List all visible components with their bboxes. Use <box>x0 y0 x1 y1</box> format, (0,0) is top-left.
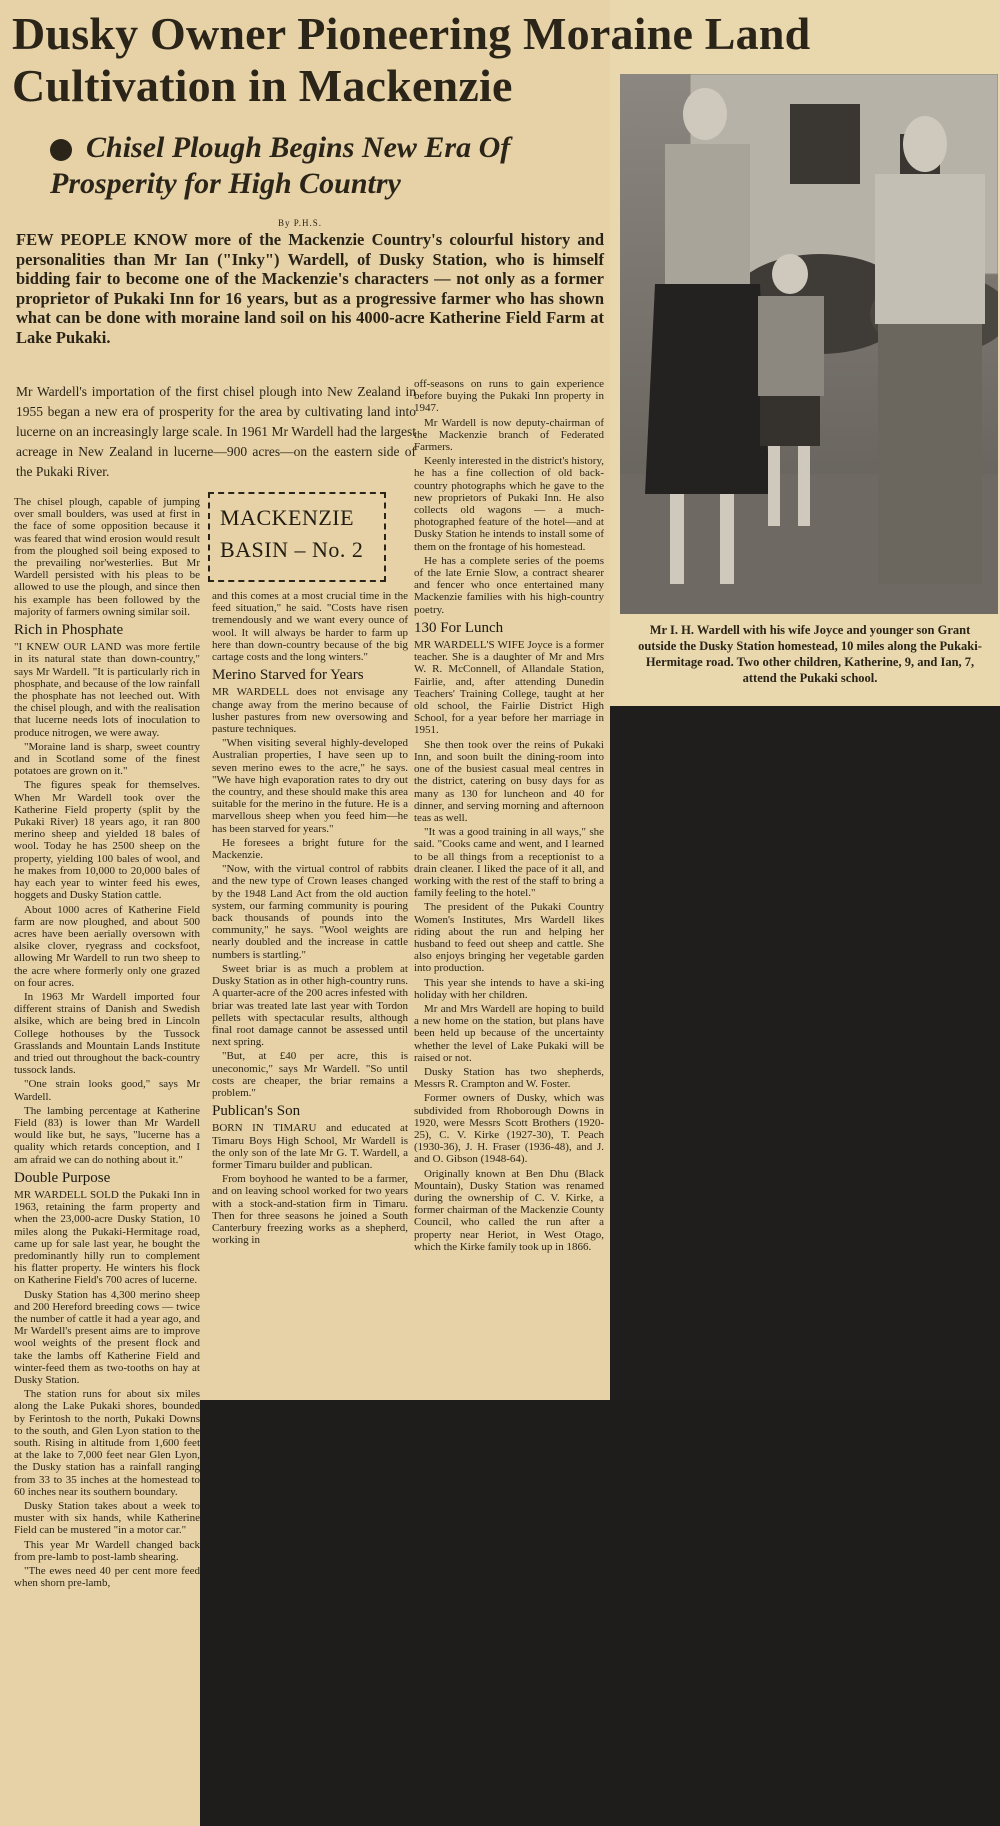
background-dark-lower <box>200 1400 1000 1826</box>
paragraph: Sweet briar is as much a problem at Dusky Station as in other high-country runs. A quarter-acre of the 200 acres infested with briar was treated late last year with Tordon pellets with spectacular results, although final root damage cannot be assessed until next spring. <box>212 962 408 1049</box>
column-3 <box>414 378 604 1255</box>
paragraph: "When visiting several highly-developed Australian properties, I have seen up to seven merino ewes to the acre," he says. "We have high evaporation rates to dry out the country, and these should make this area suitable for the merino in the future. He is a marvellous sheep when you feed him—he has been starved for years." <box>212 737 408 835</box>
paragraph: This year she intends to have a ski-ing holiday with her children. <box>414 976 604 1001</box>
paragraph: She then took over the reins of Pukaki Inn, and soon built the dining-room into one of the busiest casual meal centres in the district, catering on busy days for as many as 130 for luncheon and 40 for dinner, and serving morning and afternoon teas as well. <box>414 738 604 824</box>
paragraph: He has a complete series of the poems of the late Ernie Slow, a contract shearer and fencer who once entertained many Mackenzie families with his high-country poetry. <box>414 554 604 616</box>
paragraph: About 1000 acres of Katherine Field farm are now ploughed, and about 500 acres have been aerially oversown with alsike clover, ryegrass and cocksfoot, allowing Mr Wardell to run two sheep to the acre where formerly only one grazed on four acres. <box>14 903 200 989</box>
paragraph: "It was a good training in all ways," she said. "Cooks came and went, and I learned to be all things from a receptionist to a drain cleaner. I liked the pace of it all, and working with the rest of the staff to bring a family feeling to the hotel." <box>414 826 604 900</box>
paragraph: Mr and Mrs Wardell are hoping to build a new home on the station, but plans have been held up because of the uncertainty whether the level of Lake Pukaki will be raised or not. <box>414 1002 604 1064</box>
paragraph: BORN IN TIMARU and educated at Timaru Boys High School, Mr Wardell is the only son of the late Mr G. T. Wardell, a former Timaru builder and publican. <box>212 1122 408 1171</box>
article-intro: Mr Wardell's importation of the first chisel plough into New Zealand in 1955 began a new era of prosperity for the area by cultivating land into lucerne on an increasingly large scale. In 1961 Mr Wardell had the largest acreage in New Zealand in lucerne—900 acres—on the eastern side of the Pukaki River. <box>16 384 416 479</box>
paragraph: The station runs for about six miles along the Lake Pukaki shores, bounded by Ferintosh to the north, Pukaki Downs to the south, and Glen Lyon station to the south. Rising in altitude from 1,600 feet at the lake to 7,000 feet near Glen Lyon, the Dusky station has a rainfall ranging from 33 to 35 inches at the homestead to 60 inches near its southern boundary. <box>14 1388 200 1498</box>
paragraph: Mr Wardell is now deputy-chairman of the Mackenzie branch of Federated Farmers. <box>414 416 604 454</box>
paragraph: In 1963 Mr Wardell imported four different strains of Danish and Swedish alsike, which are being bred in Lincoln College hothouses by the Tussock Grasslands and Mountain Lands Institute and tried out throughout the back-country tussock lands. <box>14 990 200 1077</box>
photo-caption: Mr I. H. Wardell with his wife Joyce and younger son Grant outside the Dusky Station homestead, 10 miles along the Pukaki-Hermitage road. Two other children, Katherine, 9, and Ian, 7, attend the Pukaki school. <box>638 623 982 685</box>
paragraph: Dusky Station has 4,300 merino sheep and 200 Hereford breeding cows — twice the number of cattle it had a year ago, and Mr Wardell's present aims are to improve wool weights of the present flock and take the lambs off Katherine Field and winter-feed them as two-tooths on hay at Dusky Station. <box>14 1288 200 1387</box>
paragraph: The president of the Pukaki Country Women's Institutes, Mrs Wardell likes riding about the run and helping her husband to feed out sheep and cattle. She also enjoys bringing her vegetable garden into production. <box>414 901 604 975</box>
paragraph: The lambing percentage at Katherine Field (83) is lower than Mr Wardell would like but, he says, "lucerne has a quality which retards conception, and I am afraid we can do nothing about it." <box>14 1104 200 1166</box>
bullet-icon <box>50 139 72 161</box>
paragraph: Former owners of Dusky, which was subdivided from Rhoborough Downs in 1920, were Messrs Scott Brothers (1920-25), C. V. Kirke (1927-30), T. Peach (1930-36), J. H. Fraser (1936-48), and J. and O. Gibson (1948-64). <box>414 1092 604 1166</box>
paragraph: This year Mr Wardell changed back from pre-lamb to post-lamb shearing. <box>14 1538 200 1563</box>
paragraph: "One strain looks good," says Mr Wardell. <box>14 1078 200 1103</box>
paragraph: Dusky Station has two shepherds, Messrs R. Crampton and W. Foster. <box>414 1065 604 1091</box>
section-heading-merino: Merino Starved for Years <box>212 667 364 684</box>
section-heading-publicans-son: Publican's Son <box>212 1103 301 1120</box>
subheadline-text: Chisel Plough Begins New Era Of Prosperity for High Country <box>50 131 511 200</box>
paragraph: MR WARDELL does not envisage any change away from the merino because of lusher pastures from new oversowing and pasture techniques. <box>212 686 408 736</box>
paragraph: He foresees a bright future for the Mackenzie. <box>212 836 408 862</box>
paragraph: and this comes at a most crucial time in the feed situation," he said. "Costs have risen tremendously and we want every ounce of wool. It will always be harder to farm up here than down-country because of the big cartage costs and the long winters." <box>212 590 408 664</box>
paragraph: "Moraine land is sharp, sweet country and in Scotland some of the finest potatoes are grown on it." <box>14 740 200 778</box>
paragraph: off-seasons on runs to gain experience before buying the Pukaki Inn property in 1947. <box>414 378 604 415</box>
paragraph: The chisel plough, capable of jumping over small boulders, was used at first in the face of some opposition because it was feared that wind erosion would result from the ploughed soil being exposed to the prevailing nor'westerlies. But Mr Wardell persisted with his pleas to be allowed to use the plough, and since then his example has been followed by the majority of farmers owning similar soil. <box>14 496 200 618</box>
article-byline: By P.H.S. <box>278 218 323 228</box>
column-1 <box>14 496 200 1591</box>
photo-illustration <box>620 74 998 614</box>
column-2 <box>212 590 408 1248</box>
section-heading-130-for-lunch: 130 For Lunch <box>414 619 504 636</box>
article-headline: Dusky Owner Pioneering Moraine Land Cultivation in Mackenzie <box>12 8 811 111</box>
paragraph: MR WARDELL'S WIFE Joyce is a former teacher. She is a daughter of Mr and Mrs W. R. McConnell, of Allandale Station, Fairlie, and, after attending Dunedin Teachers' Training College, taught at her old school, the Fairlie District High School, for a year before her marriage in 1951. <box>414 639 604 737</box>
article-lead: FEW PEOPLE KNOW more of the Mackenzie Country's colourful history and personalities than Mr Ian ("Inky") Wardell, of Dusky Station, who is himself bidding fair to become one of the Mackenzie's characters — not only as a former proprietor of Pukaki Inn for 16 years, but as a progressive farmer who has shown what can be done with moraine land soil on his 4000-acre Katherine Field Farm at Lake Pukaki. <box>16 230 604 347</box>
paragraph: Keenly interested in the district's history, he has a fine collection of old back-country photographs which he gave to the new proprietors of Pukaki Inn. He also collects old wagons — a much-photographed feature of the hotel—and at Dusky Station he intends to install some of them on the frontage of his homestead. <box>414 455 604 553</box>
paragraph: "Now, with the virtual control of rabbits and the new type of Crown leases changed by the 1948 Land Act from the old auction system, our farming community is pouring back thousands of pounds into the community," he says. "Wool weights are nearly doubled and the increase in cattle numbers is startling." <box>212 863 408 961</box>
paragraph: The figures speak for themselves. When Mr Wardell took over the Katherine Field property (split by the Pukaki River) 18 years ago, it ran 800 merino sheep and yielded 18 bales of wool. Today he has 2500 sheep on the property, yielding 100 bales of wool, and he makes from 10,000 to 20,000 bales of hay each year to winter feed his ewes, hoggets and Dusky Station cattle. <box>14 779 200 902</box>
homestead-photo <box>620 74 998 614</box>
paragraph: From boyhood he wanted to be a farmer, and on leaving school worked for two years with a stock-and-station firm in Timaru. Then for three seasons he joined a South Canterbury freezing works as a shepherd, working in <box>212 1173 408 1247</box>
section-heading-rich-in-phosphate: Rich in Phosphate <box>14 622 124 639</box>
paragraph: Originally known at Ben Dhu (Black Mountain), Dusky Station was renamed during the ownership of C. V. Kirke, a former chairman of the Mackenzie County Council, who called the run after a property near Heriot, in West Otago, which the Kirke family took up in 1866. <box>414 1167 604 1253</box>
article-subheadline <box>50 130 610 202</box>
paragraph: Dusky Station takes about a week to muster with six hands, while Katherine Field can be mustered "in a motor car." <box>14 1500 200 1537</box>
series-box <box>208 492 386 582</box>
paragraph: "I KNEW OUR LAND was more fertile in its natural state than down-country," says Mr Wardell. "It is particularly rich in phosphate, and because of the low rainfall the phosphate has not leeched out. With the chisel plough, and with the realisation that lucerne needs lots of inoculation to produce nitrogen, we were away. <box>14 641 200 739</box>
series-box-label: MACKENZIE BASIN – No. 2 <box>220 505 364 562</box>
paragraph: "But, at £40 per acre, this is uneconomic," says Mr Wardell. "So until costs are cheaper, the briar remains a problem." <box>212 1050 408 1099</box>
section-heading-double-purpose: Double Purpose <box>14 1169 111 1186</box>
paragraph: MR WARDELL SOLD the Pukaki Inn in 1963, retaining the farm property and when the 23,000-acre Dusky Station, 10 miles along the Pukaki-Hermitage road, came up for sale last year, he bought the predominantly hilly run to complement his flatter property. He winters his flock on Katherine Field's 700 acres of lucerne. <box>14 1188 200 1287</box>
paragraph: "The ewes need 40 per cent more feed when shorn pre-lamb, <box>14 1565 200 1590</box>
